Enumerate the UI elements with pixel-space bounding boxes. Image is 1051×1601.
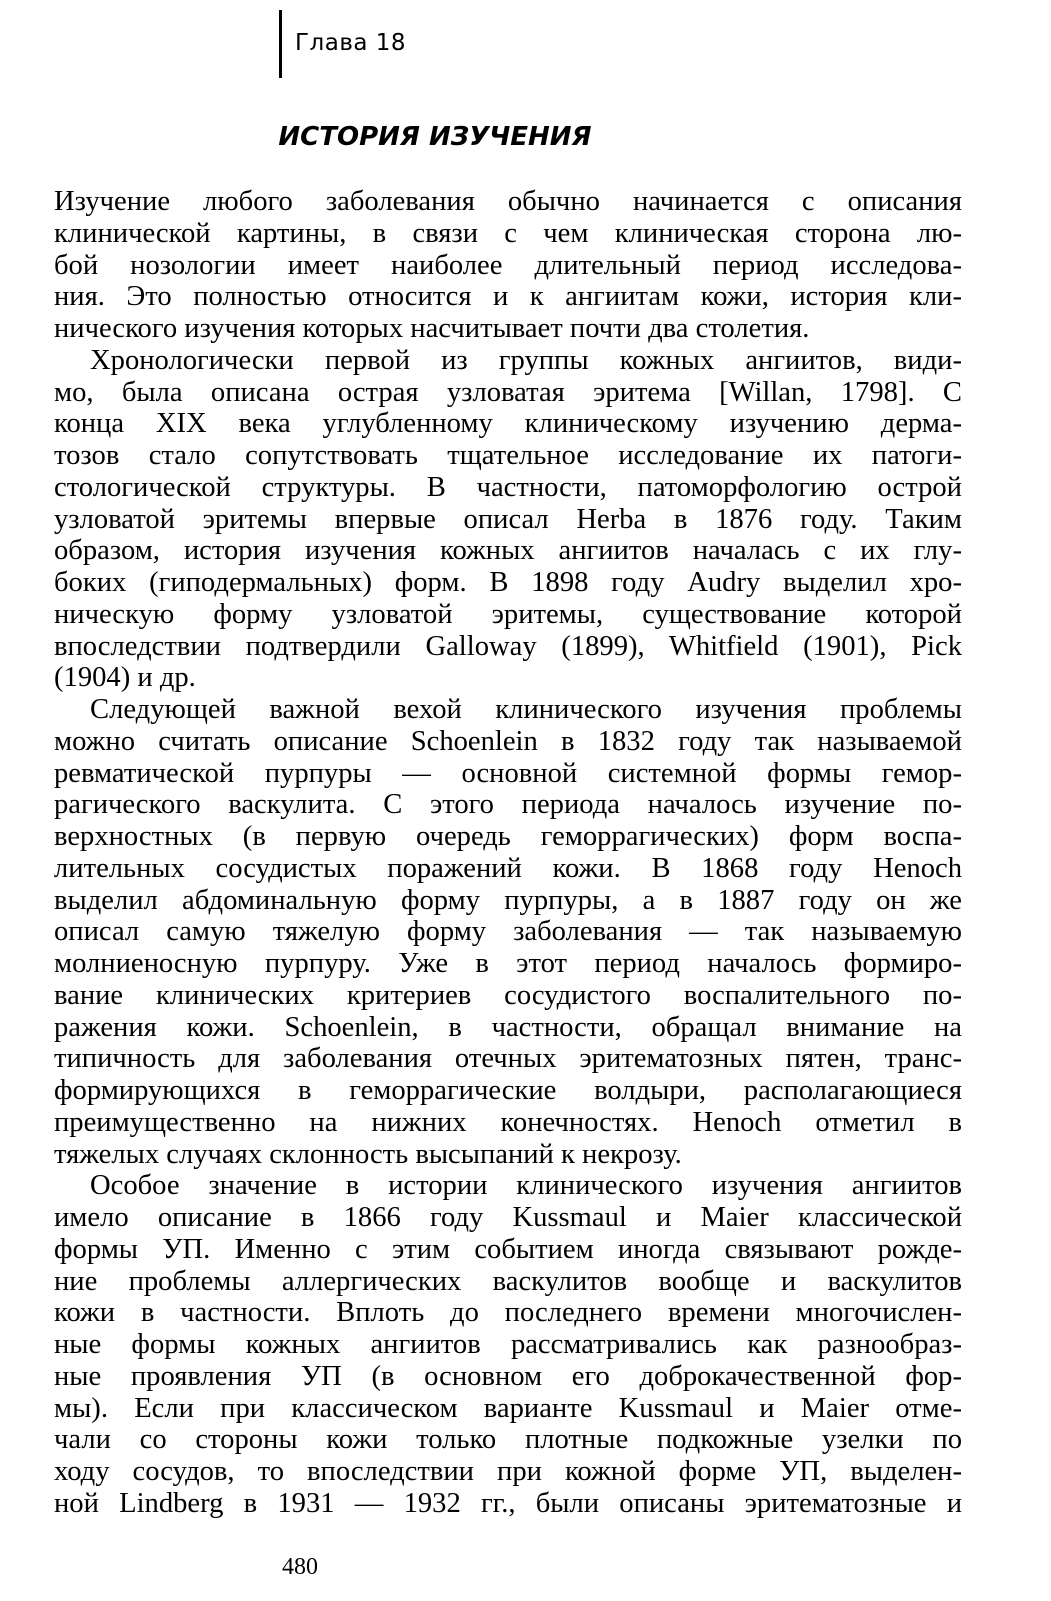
text-line: мы). Если при классическом варианте Kussmaul и Maier отме-: [54, 1392, 962, 1424]
text-line: формирующихся в геморрагические волдыри, располагающиеся: [54, 1075, 962, 1106]
text-line: (1904) и др.: [54, 662, 196, 694]
text-line: образом, история изучения кожных ангиитов началась с их глу-: [54, 535, 962, 567]
text-line: стологической структуры. В частности, патоморфологию острой: [54, 471, 962, 503]
text-line: выделил абдоминальную форму пурпуры, а в 1887 году он же: [54, 884, 962, 916]
text-line: чали со стороны кожи только плотные подкожные узелки по: [54, 1424, 962, 1456]
text-line: вание клинических критериев сосудистого воспалительного по-: [54, 979, 962, 1011]
text-line: можно считать описание Schoenlein в 1832 году так называемой: [54, 725, 962, 757]
text-line: нического изучения которых насчитывает почти два столетия.: [54, 313, 810, 344]
text-line: ные формы кожных ангиитов рассматривались как разнообраз-: [54, 1329, 962, 1360]
text-line: имело описание в 1866 году Kussmaul и Maier классической: [54, 1202, 962, 1233]
text-line: боких (гиподермальных) форм. В 1898 году Audry выделил хро-: [54, 567, 962, 598]
text-line: ходу сосудов, то впоследствии при кожной форме УП, выделен-: [54, 1456, 962, 1487]
text-line: Изучение любого заболевания обычно начинается с описания: [54, 186, 962, 217]
text-line: формы УП. Именно с этим событием иногда связывают рожде-: [54, 1233, 962, 1265]
page-number: 480: [282, 1554, 318, 1580]
text-line: впоследствии подтвердили Galloway (1899), Whitfield (1901), Pick: [54, 630, 962, 662]
text-line: преимущественно на нижних конечностях. Henoch отметил в: [54, 1106, 962, 1138]
chapter-label: Глава 18: [295, 30, 407, 56]
text-line: рагического васкулита. С этого периода началось изучение по-: [54, 789, 962, 821]
text-line: кожи в частности. Вплоть до последнего времени многочислен-: [54, 1297, 962, 1329]
text-line: ные проявления УП (в основном его доброкачественной фор-: [54, 1360, 962, 1392]
text-line: бой нозологии имеет наиболее длительный период исследова-: [54, 249, 962, 281]
body-text: [54, 186, 962, 1520]
text-line: ревматической пурпуры — основной системной формы гемор-: [54, 757, 962, 789]
text-line: ражения кожи. Schoenlein, в частности, обращал внимание на: [54, 1011, 962, 1043]
text-line: ние проблемы аллергических васкулитов вообще и васкулитов: [54, 1265, 962, 1297]
text-line: мо, была описана острая узловатая эритема [Willan, 1798]. С: [54, 376, 962, 408]
text-line: тяжелых случаях склонность высыпаний к некрозу.: [54, 1138, 682, 1170]
text-line: Хронологически первой из группы кожных ангиитов, види-: [90, 344, 962, 376]
text-line: конца XIX века углубленному клиническому изучению дерма-: [54, 408, 962, 440]
text-line: описал самую тяжелую форму заболевания — так называемую: [54, 916, 962, 948]
text-line: Следующей важной вехой клинического изучения проблемы: [90, 694, 962, 725]
text-line: ной Lindberg в 1931 — 1932 гг., были описаны эритематозные и: [54, 1487, 962, 1519]
text-line: узловатой эритемы впервые описал Herba в 1876 году. Таким: [54, 503, 962, 535]
text-line: тозов стало сопутствовать тщательное исследование их патоги-: [54, 440, 962, 471]
text-line: лительных сосудистых поражений кожи. В 1868 году Henoch: [54, 852, 962, 884]
chapter-title: ИСТОРИЯ ИЗУЧЕНИЯ: [278, 122, 592, 152]
text-line: молниеносную пурпуру. Уже в этот период началось формиро-: [54, 948, 962, 979]
chapter-divider: [279, 10, 282, 78]
text-line: клинической картины, в связи с чем клиническая сторона лю-: [54, 217, 962, 249]
text-line: Особое значение в истории клинического изучения ангиитов: [90, 1170, 962, 1202]
text-line: ническую форму узловатой эритемы, существование которой: [54, 598, 962, 630]
text-line: ния. Это полностью относится и к ангиитам кожи, история кли-: [54, 281, 962, 313]
text-line: типичность для заболевания отечных эритематозных пятен, транс-: [54, 1043, 962, 1075]
text-line: верхностных (в первую очередь геморрагических) форм воспа-: [54, 821, 962, 852]
